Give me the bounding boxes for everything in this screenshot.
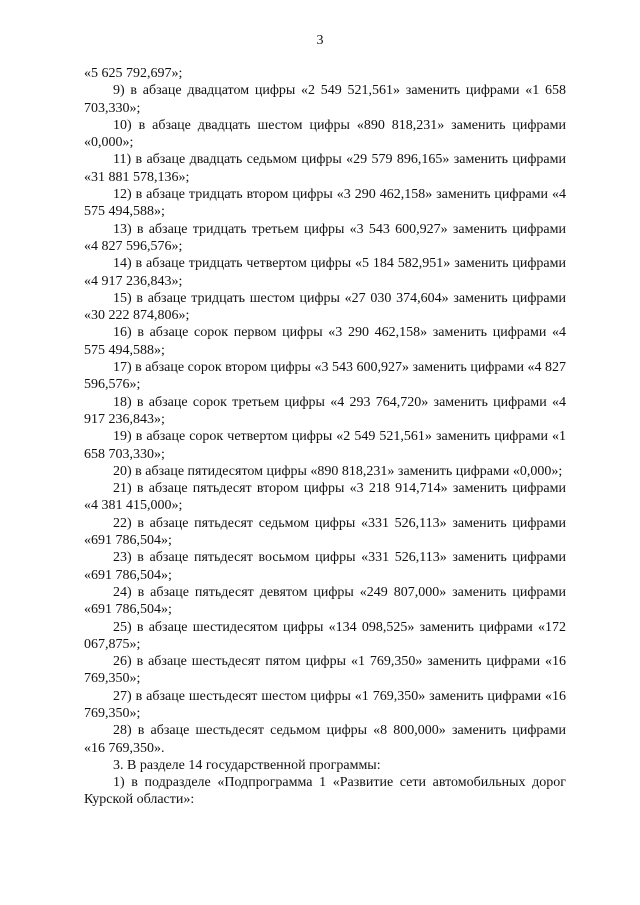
paragraph-item-10: 10) в абзаце двадцать шестом цифры «890 818,231» заменить цифрами «0,000»;: [84, 117, 566, 151]
page-number: 3: [316, 33, 324, 48]
paragraph-item-15: 15) в абзаце тридцать шестом цифры «27 030 374,604» заменить цифрами «30 222 874,806»;: [84, 290, 566, 324]
paragraph-item-12: 12) в абзаце тридцать втором цифры «3 290 462,158» заменить цифрами «4 575 494,588»;: [84, 187, 566, 220]
paragraph-item-27: 27) в абзаце шестьдесят шестом цифры «1 769,350» заменить цифрами «16 769,350»;: [84, 688, 566, 721]
paragraph-item-28: 28) в абзаце шестьдесят седьмом цифры «8 800,000» заменить цифрами «16 769,350».: [84, 723, 566, 756]
paragraph-item-18: 18) в абзаце сорок третьем цифры «4 293 764,720» заменить цифрами «4 917 236,843»;: [84, 394, 566, 427]
subsection-item-1: 1) в подразделе «Подпрограмма 1 «Развитие сети автомобильных дорог Курской области»:: [84, 775, 566, 808]
paragraph-item-14: 14) в абзаце тридцать четвертом цифры «5 184 582,951» заменить цифрами «4 917 236,843»;: [84, 256, 566, 289]
paragraph-item-9: 9) в абзаце двадцатом цифры «2 549 521,561» заменить цифрами «1 658 703,330»;: [84, 83, 566, 116]
paragraph-item-25: 25) в абзаце шестидесятом цифры «134 098,525» заменить цифрами «172 067,875»;: [84, 619, 566, 652]
paragraph-item-23: 23) в абзаце пятьдесят восьмом цифры «331 526,113» заменить цифрами «691 786,504»;: [84, 550, 566, 583]
paragraph-item-19: 19) в абзаце сорок четвертом цифры «2 549 521,561» заменить цифрами «1 658 703,330»;: [84, 429, 566, 462]
paragraph-item-24: 24) в абзаце пятьдесят девятом цифры «249 807,000» заменить цифрами «691 786,504»;: [84, 584, 566, 618]
document-body: [84, 65, 566, 809]
paragraph-item-20: 20) в абзаце пятидесятом цифры «890 818,231» заменить цифрами «0,000»;: [113, 463, 563, 479]
paragraph-item-17: 17) в абзаце сорок втором цифры «3 543 600,927» заменить цифрами «4 827 596,576»;: [84, 360, 566, 393]
paragraph-item-22: 22) в абзаце пятьдесят седьмом цифры «331 526,113» заменить цифрами «691 786,504»;: [84, 515, 566, 549]
paragraph-item-13: 13) в абзаце тридцать третьем цифры «3 543 600,927» заменить цифрами «4 827 596,576»;: [84, 221, 566, 254]
paragraph-item-21: 21) в абзаце пятьдесят втором цифры «3 218 914,714» заменить цифрами «4 381 415,000»;: [84, 481, 566, 514]
paragraph-item-26: 26) в абзаце шестьдесят пятом цифры «1 769,350» заменить цифрами «16 769,350»;: [84, 654, 566, 687]
section-heading-3: 3. В разделе 14 государственной программы:: [113, 757, 381, 773]
paragraph-continuation: «5 625 792,697»;: [84, 66, 183, 81]
paragraph-item-11: 11) в абзаце двадцать седьмом цифры «29 579 896,165» заменить цифрами «31 881 578,136»;: [84, 152, 566, 185]
paragraph-item-16: 16) в абзаце сорок первом цифры «3 290 462,158» заменить цифрами «4 575 494,588»;: [84, 325, 566, 358]
